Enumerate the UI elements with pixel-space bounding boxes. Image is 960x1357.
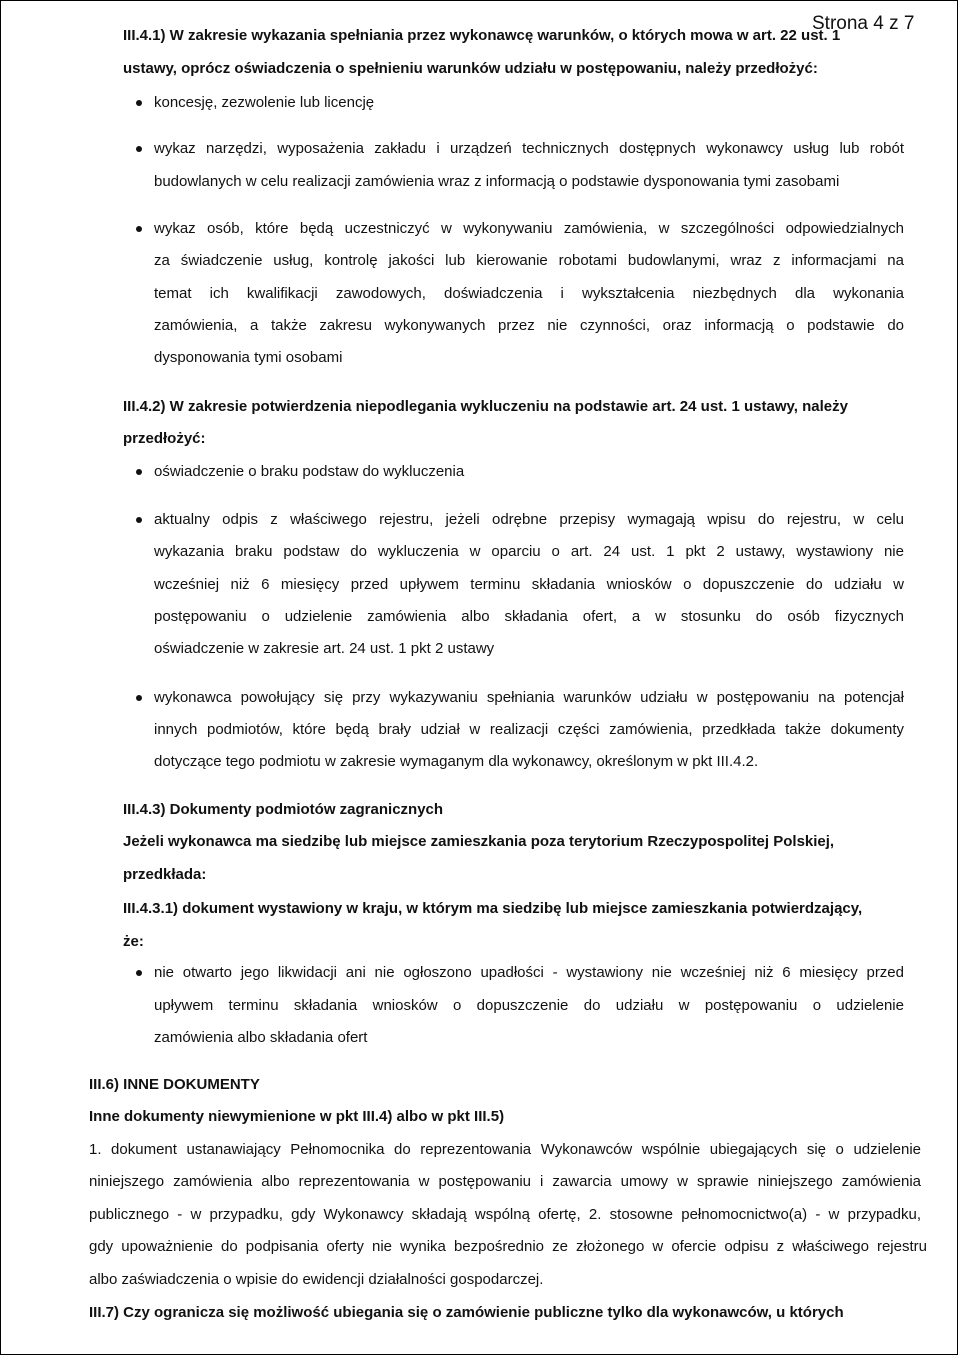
list-item-line: wcześniej niż 6 miesięcy przed upływem terminu składania wniosków o dopuszczenie do udziału w — [154, 576, 904, 593]
bullet-icon — [136, 226, 142, 232]
foreign-entities-text: Jeżeli wykonawca ma siedzibę lub miejsce zamieszkania poza terytorium Rzeczypospolitej Polskiej, — [123, 833, 835, 850]
list-item-line: upływem terminu składania wniosków o dopuszczenie do udziału w postępowaniu o udzielenie — [154, 997, 904, 1014]
list-item-line: dysponowania tymi osobami — [154, 349, 343, 366]
bullet-icon — [136, 469, 142, 475]
list-item-line: koncesję, zezwolenie lub licencję — [154, 94, 375, 111]
section-heading-3-4-2-cont: przedłożyć: — [123, 430, 206, 447]
list-item-line: budowlanych w celu realizacji zamówienia wraz z informacją o podstawie dysponowania tymi zasobami — [154, 173, 840, 190]
paragraph-line: 1. dokument ustanawiający Pełnomocnika do reprezentowania Wykonawców wspólnie ubiegających się o udzielenie — [89, 1141, 921, 1158]
bullet-icon — [136, 517, 142, 523]
list-item-line: za świadczenie usług, kontrolę jakości lub kierowanie robotami budowlanymi, wraz z informacjami na — [154, 252, 904, 269]
page-number: Strona 4 z 7 — [812, 13, 915, 34]
list-item-line: innych podmiotów, które będą brały udział w realizacji części zamówienia, przedkłada także dokumenty — [154, 721, 904, 738]
section-heading-3-7: III.7) Czy ogranicza się możliwość ubiegania się o zamówienie publiczne tylko dla wykonawców, u których — [89, 1304, 844, 1321]
paragraph-line: niniejszego zamówienia albo reprezentowania w postępowaniu i zawarcia umowy w sprawie niniejszego zamówienia — [89, 1173, 921, 1190]
section-heading-3-4-3-1-cont: że: — [123, 933, 144, 950]
list-item-line: oświadczenie w zakresie art. 24 ust. 1 pkt 2 ustawy — [154, 640, 495, 657]
section-heading-3-6: III.6) INNE DOKUMENTY — [89, 1076, 260, 1093]
section-heading-3-4-3: III.4.3) Dokumenty podmiotów zagranicznych — [123, 801, 444, 818]
list-item-line: oświadczenie o braku podstaw do wykluczenia — [154, 463, 465, 480]
section-heading-3-4-1-cont: ustawy, oprócz oświadczenia o spełnieniu warunków udziału w postępowaniu, należy przedłożyć: — [123, 60, 818, 77]
section-subheading-3-6: Inne dokumenty niewymienione w pkt III.4) albo w pkt III.5) — [89, 1108, 505, 1125]
list-item-line: wykaz narzędzi, wyposażenia zakładu i urządzeń technicznych dostępnych wykonawcy usług lub robót — [154, 140, 904, 157]
list-item-line: aktualny odpis z właściwego rejestru, jeżeli odrębne przepisy wymagają wpisu do rejestru, w celu — [154, 511, 904, 528]
bullet-icon — [136, 695, 142, 701]
list-item-line: nie otwarto jego likwidacji ani nie ogłoszono upadłości - wystawiony nie wcześniej niż 6 miesięcy przed — [154, 964, 904, 981]
list-item-line: dotyczące tego podmiotu w zakresie wymaganym dla wykonawcy, określonym w pkt III.4.2. — [154, 753, 759, 770]
list-item-line: zamówienia albo składania ofert — [154, 1029, 368, 1046]
section-heading-3-4-1: III.4.1) W zakresie wykazania spełniania przez wykonawcę warunków, o których mowa w art. 22 ust. 1 — [123, 27, 841, 44]
bullet-icon — [136, 100, 142, 106]
list-item-line: temat ich kwalifikacji zawodowych, doświadczenia i wykształcenia niezbędnych dla wykonania — [154, 285, 904, 302]
foreign-entities-text-cont: przedkłada: — [123, 866, 207, 883]
paragraph-line: gdy upoważnienie do podpisania oferty nie wynika bezpośrednio ze złożonego w ofercie odpisu z właściwego rejestru — [89, 1238, 927, 1255]
list-item-line: wykaz osób, które będą uczestniczyć w wykonywaniu zamówienia, w szczególności odpowiedzialnych — [154, 220, 904, 237]
bullet-icon — [136, 146, 142, 152]
paragraph-line: publicznego - w przypadku, gdy Wykonawcy składają wspólną ofertę, 2. stosowne pełnomocnictwo(a) - w przypadku, — [89, 1206, 921, 1223]
list-item-line: zamówienia, a także zakresu wykonywanych przez nie czynności, oraz informacją o podstawie do — [154, 317, 904, 334]
list-item-line: wykonawca powołujący się przy wykazywaniu spełniania warunków udziału w postępowaniu na potencjał — [154, 689, 904, 706]
paragraph-line: albo zaświadczenia o wpisie do ewidencji działalności gospodarczej. — [89, 1271, 544, 1288]
section-heading-3-4-3-1: III.4.3.1) dokument wystawiony w kraju, w którym ma siedzibę lub miejsce zamieszkania potwierdzający, — [123, 900, 863, 917]
list-item-line: wykazania braku podstaw do wykluczenia w oparciu o art. 24 ust. 1 pkt 2 ustawy, wystawiony nie — [154, 543, 904, 560]
section-heading-3-4-2: III.4.2) W zakresie potwierdzenia niepodlegania wykluczeniu na podstawie art. 24 ust. 1 ustawy, należy — [123, 398, 848, 415]
list-item-line: postępowaniu o udzielenie zamówienia albo składania ofert, a w stosunku do osób fizycznych — [154, 608, 904, 625]
bullet-icon — [136, 970, 142, 976]
